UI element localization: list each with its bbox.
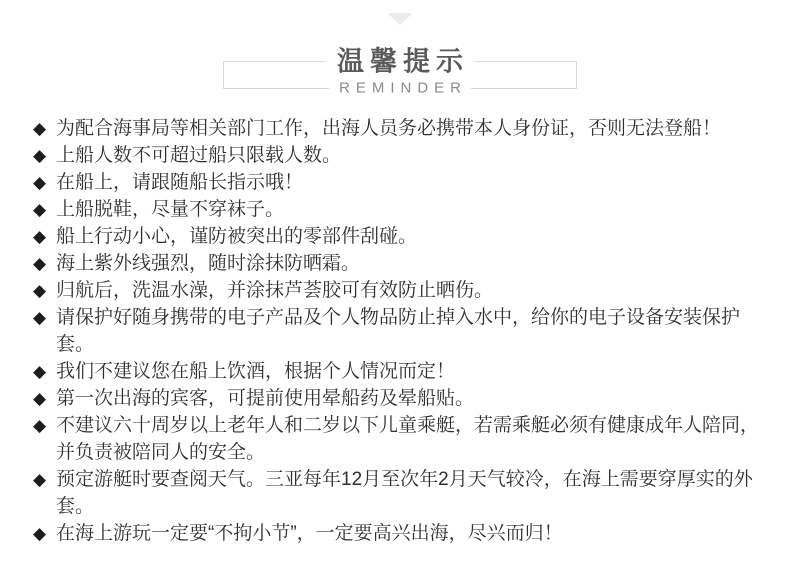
list-item-text: 归航后，洗温水澡，并涂抹芦荟胶可有效防止晒伤。 <box>56 280 494 301</box>
list-item <box>33 385 770 412</box>
triangle-down-icon <box>387 13 413 25</box>
diamond-bullet-icon: ◆ <box>33 389 47 408</box>
list-item-text: 海上紫外线强烈，随时涂抹防晒霜。 <box>56 253 361 274</box>
diamond-bullet-icon: ◆ <box>33 308 47 327</box>
list-item <box>33 520 770 547</box>
list-item <box>33 277 770 304</box>
page-title: 温馨提示 <box>325 49 475 76</box>
list-item-text: 不建议六十周岁以上老年人和二岁以下儿童乘艇，若需乘艇必须有健康成年人陪同，并负责被陪同人的安全。 <box>56 415 760 463</box>
list-item <box>33 250 770 277</box>
list-item-text: 我们不建议您在船上饮酒，根据个人情况而定！ <box>56 361 456 382</box>
list-item <box>33 358 770 385</box>
list-item <box>33 169 770 196</box>
list-item-text: 为配合海事局等相关部门工作，出海人员务必携带本人身份证，否则无法登船！ <box>56 118 722 139</box>
list-item-text: 第一次出海的宾客，可提前使用晕船药及晕船贴。 <box>56 388 475 409</box>
list-item-text: 上船人数不可超过船只限载人数。 <box>56 145 342 166</box>
diamond-bullet-icon: ◆ <box>33 281 47 300</box>
diamond-bullet-icon: ◆ <box>33 200 47 219</box>
list-item <box>33 223 770 250</box>
list-item <box>33 115 770 142</box>
reminder-list <box>33 115 770 547</box>
list-item-text: 请保护好随身携带的电子产品及个人物品防止掉入水中，给你的电子设备安装保护套。 <box>56 307 741 355</box>
list-item-text: 在海上游玩一定要“不拘小节”，一定要高兴出海，尽兴而归！ <box>56 523 563 544</box>
list-item-text: 船上行动小心，谨防被突出的零部件刮碰。 <box>56 226 418 247</box>
diamond-bullet-icon: ◆ <box>33 173 47 192</box>
list-item <box>33 412 770 466</box>
list-item <box>33 304 770 358</box>
diamond-bullet-icon: ◆ <box>33 416 47 435</box>
list-item-text: 上船脱鞋，尽量不穿袜子。 <box>56 199 285 220</box>
diamond-bullet-icon: ◆ <box>33 470 47 489</box>
diamond-bullet-icon: ◆ <box>33 254 47 273</box>
list-item-text: 在船上，请跟随船长指示哦！ <box>56 172 304 193</box>
header <box>0 13 800 97</box>
diamond-bullet-icon: ◆ <box>33 524 47 543</box>
diamond-bullet-icon: ◆ <box>33 119 47 138</box>
list-item <box>33 196 770 223</box>
diamond-bullet-icon: ◆ <box>33 227 47 246</box>
list-item <box>33 466 770 520</box>
list-item <box>33 142 770 169</box>
page-subtitle: REMINDER <box>329 81 471 96</box>
diamond-bullet-icon: ◆ <box>33 146 47 165</box>
diamond-bullet-icon: ◆ <box>33 362 47 381</box>
list-item-text: 预定游艇时要查阅天气。三亚每年12月至次年2月天气较冷，在海上需要穿厚实的外套。 <box>56 469 753 517</box>
title-box <box>223 46 577 97</box>
